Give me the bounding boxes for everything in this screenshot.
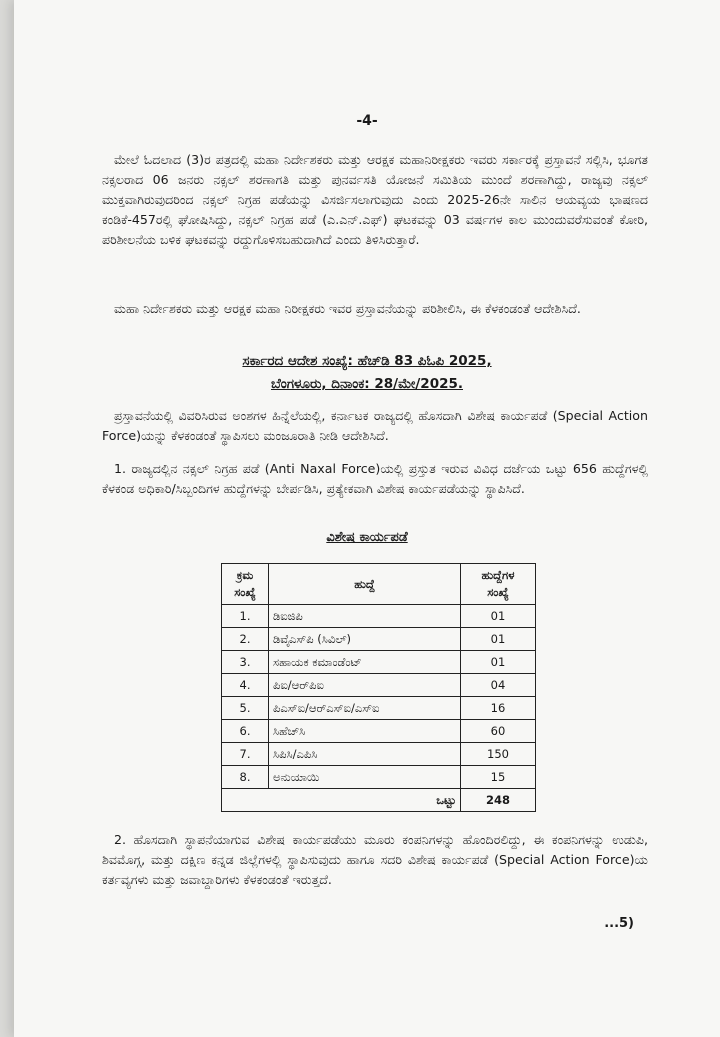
paragraph-point-2: 2. ಹೊಸದಾಗಿ ಸ್ಥಾಪನೆಯಾಗುವ ವಿಶೇಷ ಕಾರ್ಯಪಡೆಯು ಮೂರು ಕಂಪನಿಗಳನ್ನು ಹೊಂದಿರಲಿದ್ದು, ಈ ಕಂಪನಿಗಳನ್ನು ಉಡುಪಿ, ಶಿವಮೊಗ್ಗ, ಮತ್ತು ದಕ್ಷಿಣ ಕನ್ನಡ ಜಿಲ್ಲೆಗಳಲ್ಲಿ ಸ್ಥಾಪಿಸುವುದು ಹಾಗೂ ಸದರಿ ವಿಶೇಷ ಕಾರ್ಯಪಡೆ (Special Action Force)ಯ ಕರ್ತವ್ಯಗಳು ಮತ್ತು ಜವಾಬ್ದಾರಿಗಳು ಕೆಳಕಂಡಂತೆ ಇರುತ್ತದೆ. [102,832,648,887]
row-sl: 8. [222,766,269,789]
row-post: ಅನುಯಾಯಿ [269,766,461,789]
header-sl [222,564,269,605]
table-header-row [222,564,536,605]
order-number: ಸರ್ಕಾರದ ಆದೇಶ ಸಂಖ್ಯೆ: ಹೆಚ್‌ಡಿ 83 ಪಿಓಪಿ 2025, [242,353,492,369]
row-sl: 2. [222,628,269,651]
paragraph-point-1: 1. ರಾಜ್ಯದಲ್ಲಿನ ನಕ್ಸಲ್ ನಿಗ್ರಹ ಪಡೆ (Anti Naxal Force)ಯಲ್ಲಿ ಪ್ರಸ್ತುತ ಇರುವ ವಿವಿಧ ದರ್ಜೆಯ ಒಟ್ಟು 656 ಹುದ್ದೆಗಳಲ್ಲಿ ಕೆಳಕಂಡ ಅಧಿಕಾರಿ/ಸಿಬ್ಬಂದಿಗಳ ಹುದ್ದೆಗಳನ್ನು ಬೇರ್ಪಡಿಸಿ, ಪ್ರತ್ಯೇಕವಾಗಿ ವಿಶೇಷ ಕಾರ್ಯಪಡೆಯನ್ನು ಸ್ಥಾಪಿಸಿದೆ. [102,461,648,496]
header-count [461,564,536,605]
row-post: ಸಿಹೆಚ್‌ಸಿ [269,720,461,743]
page-number: -4- [356,113,378,129]
paragraph-sanction: ಪ್ರಸ್ತಾವನೆಯಲ್ಲಿ ವಿವರಿಸಿರುವ ಅಂಶಗಳ ಹಿನ್ನೆಲೆಯಲ್ಲಿ, ಕರ್ನಾಟಕ ರಾಜ್ಯದಲ್ಲಿ ಹೊಸದಾಗಿ ವಿಶೇಷ ಕಾರ್ಯಪಡೆ (Special Action Force)ಯನ್ನು ಕೆಳಕಂಡಂತೆ ಸ್ಥಾಪಿಸಲು ಮಂಜೂರಾತಿ ನೀಡಿ ಆದೇಶಿಸಿದೆ. [102,408,648,443]
order-place-date: ಬೆಂಗಳೂರು, ದಿನಾಂಕ: 28/ಮೇ/2025. [270,376,463,392]
total-label: ಒಟ್ಟು [222,789,461,812]
header-count-line2: ಸಂಖ್ಯೆ [487,585,509,599]
paragraph-review: ಮಹಾ ನಿರ್ದೇಶಕರು ಮತ್ತು ಆರಕ್ಷಕ ಮಹಾ ನಿರೀಕ್ಷಕರು ಇವರ ಪ್ರಸ್ತಾವನೆಯನ್ನು ಪರಿಶೀಲಿಸಿ, ಈ ಕೆಳಕಂಡಂತೆ ಆದೇಶಿಸಿದೆ. [114,301,581,316]
table-row [222,720,536,743]
table-row [222,766,536,789]
total-value: 248 [461,789,536,812]
table-row [222,743,536,766]
document-page [14,0,720,1037]
table-row [222,697,536,720]
row-count: 01 [461,605,536,628]
row-count: 01 [461,651,536,674]
table-row [222,605,536,628]
row-sl: 4. [222,674,269,697]
row-post: ಡಿಐಜಿಪಿ [269,605,461,628]
row-post: ಡಿವೈಎಸ್‌ಪಿ (ಸಿವಿಲ್) [269,628,461,651]
row-post: ಪಿಎಸ್ಐ/ಆರ್‌ಎಸ್ಐ/ಎಸ್ಐ [269,697,461,720]
table-title: ವಿಶೇಷ ಕಾರ್ಯಪಡೆ [326,530,408,545]
posts-table [221,563,536,812]
table-row [222,651,536,674]
row-post: ಪಿಐ/ಆರ್‌ಪಿಐ [269,674,461,697]
row-count: 15 [461,766,536,789]
table-row [222,674,536,697]
table-row [222,628,536,651]
header-sl-line2: ಸಂಖ್ಯೆ [234,585,256,599]
row-count: 16 [461,697,536,720]
row-sl: 1. [222,605,269,628]
row-sl: 5. [222,697,269,720]
row-sl: 3. [222,651,269,674]
header-sl-line1: ಕ್ರಮ [236,568,254,582]
row-sl: 7. [222,743,269,766]
header-count-line1: ಹುದ್ದೆಗಳ [481,568,515,582]
row-count: 04 [461,674,536,697]
row-count: 60 [461,720,536,743]
row-post: ಸಿಪಿಸಿ/ಎಪಿಸಿ [269,743,461,766]
row-count: 150 [461,743,536,766]
table-total-row [222,789,536,812]
paragraph-background: ಮೇಲೆ ಓದಲಾದ (3)ರ ಪತ್ರದಲ್ಲಿ ಮಹಾ ನಿರ್ದೇಶಕರು ಮತ್ತು ಆರಕ್ಷಕ ಮಹಾನಿರೀಕ್ಷಕರು ಇವರು ಸರ್ಕಾರಕ್ಕೆ ಪ್ರಸ್ತಾವನೆ ಸಲ್ಲಿಸಿ, ಭೂಗತ ನಕ್ಸಲರಾದ 06 ಜನರು ನಕ್ಸಲ್ ಶರಣಾಗತಿ ಮತ್ತು ಪುನರ್ವಸತಿ ಯೋಜನೆ ಸಮಿತಿಯ ಮುಂದೆ ಶರಣಾಗಿದ್ದು, ರಾಜ್ಯವು ನಕ್ಸಲ್ ಮುಕ್ತವಾಗಿರುವುದರಿಂದ ನಕ್ಸಲ್ ನಿಗ್ರಹ ಪಡೆಯನ್ನು ವಿಸರ್ಜಿಸಲಾಗುವುದು ಎಂದು 2025-26ನೇ ಸಾಲಿನ ಆಯವ್ಯಯ ಭಾಷಣದ ಕಂಡಿಕೆ-457ರಲ್ಲಿ ಘೋಷಿಸಿದ್ದು, ನಕ್ಸಲ್ ನಿಗ್ರಹ ಪಡೆ (ಎ.ಎನ್.ಎಫ್) ಘಟಕವನ್ನು 03 ವರ್ಷಗಳ ಕಾಲ ಮುಂದುವರೆಸುವಂತೆ ಕೋರಿ, ಪರಿಶೀಲನೆಯ ಬಳಿಕ ಘಟಕವನ್ನು ರದ್ದುಗೊಳಿಸಬಹುದಾಗಿದೆ ಎಂದು ತಿಳಿಸಿರುತ್ತಾರೆ. [102,152,648,247]
row-post: ಸಹಾಯಕ ಕಮಾಂಡೆಂಟ್ [269,651,461,674]
header-post: ಹುದ್ದೆ [269,564,461,605]
next-page-marker: ...5) [604,916,634,931]
row-count: 01 [461,628,536,651]
row-sl: 6. [222,720,269,743]
